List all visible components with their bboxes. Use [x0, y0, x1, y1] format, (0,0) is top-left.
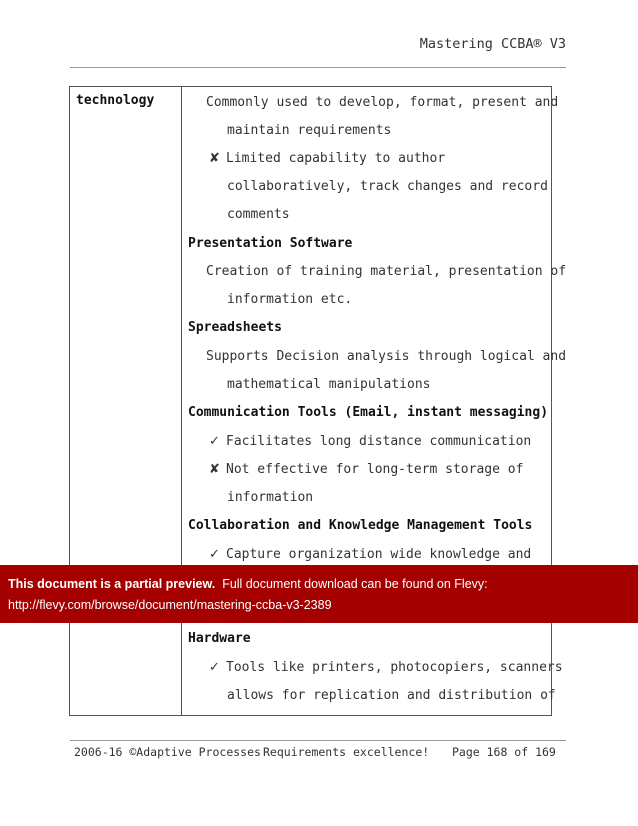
section-heading	[188, 236, 352, 251]
body-line	[206, 264, 566, 279]
footer-page-number: Page 168 of 169	[452, 745, 556, 759]
body-line-text: mathematical manipulations	[227, 377, 431, 392]
banner-link[interactable]: http://flevy.com/browse/document/mastering-ccba-v3-2389	[8, 598, 332, 612]
banner-text: Full document download can be found on Flevy:	[222, 577, 488, 591]
body-line-text: Supports Decision analysis through logical and	[206, 349, 567, 364]
bullet-item	[209, 434, 531, 449]
body-line-text: Creation of training material, presentation of	[206, 264, 567, 279]
check-icon: ✓	[209, 547, 220, 562]
body-line	[227, 123, 391, 138]
cross-icon: ✘	[209, 462, 220, 477]
section-heading	[188, 631, 251, 646]
section-heading	[188, 518, 532, 533]
body-line	[227, 207, 290, 222]
page-header-title: Mastering CCBA® V3	[419, 36, 566, 52]
bullet-item	[209, 462, 523, 477]
section-heading	[188, 320, 282, 335]
body-line-text: maintain requirements	[227, 123, 392, 138]
banner-bold-text: This document is a partial preview.	[8, 577, 216, 591]
section-heading-text: Spreadsheets	[188, 320, 282, 335]
body-line	[227, 292, 352, 307]
body-line-text: comments	[227, 207, 290, 222]
section-heading-text: Collaboration and Knowledge Management Tools	[188, 518, 533, 533]
bullet-text: Tools like printers, photocopiers, scanners	[226, 660, 563, 675]
banner-message	[8, 577, 488, 591]
body-line-text: information	[227, 490, 314, 505]
cross-icon: ✘	[209, 151, 220, 166]
bullet-text: Facilitates long distance communication	[226, 434, 532, 449]
row-label: technology	[76, 93, 155, 108]
bullet-text: Capture organization wide knowledge and	[226, 547, 532, 562]
check-icon: ✓	[209, 434, 220, 449]
body-line-text: Commonly used to develop, format, present and	[206, 95, 559, 110]
header-divider	[70, 67, 566, 68]
preview-banner	[0, 565, 638, 623]
footer-copyright: 2006-16 ©Adaptive Processes	[74, 745, 261, 759]
body-line	[227, 490, 313, 505]
body-line	[206, 95, 558, 110]
body-line-text: allows for replication and distribution of	[227, 688, 556, 703]
bullet-text: Not effective for long-term storage of	[226, 462, 524, 477]
section-heading-text: Presentation Software	[188, 236, 353, 251]
body-line	[227, 377, 431, 392]
body-line-text: collaboratively, track changes and record	[227, 179, 548, 194]
bullet-item	[209, 151, 445, 166]
bullet-text: Limited capability to author	[226, 151, 446, 166]
bullet-item	[209, 547, 531, 562]
body-line	[227, 688, 556, 703]
section-heading-text: Hardware	[188, 631, 251, 646]
check-icon: ✓	[209, 660, 220, 675]
body-line	[227, 179, 548, 194]
body-line-text: information etc.	[227, 292, 353, 307]
section-heading	[188, 405, 548, 420]
bullet-item	[209, 660, 563, 675]
footer-tagline: Requirements excellence!	[263, 745, 430, 759]
footer-divider	[70, 740, 566, 741]
section-heading-text: Communication Tools (Email, instant messaging)	[188, 405, 549, 420]
body-line	[206, 349, 566, 364]
